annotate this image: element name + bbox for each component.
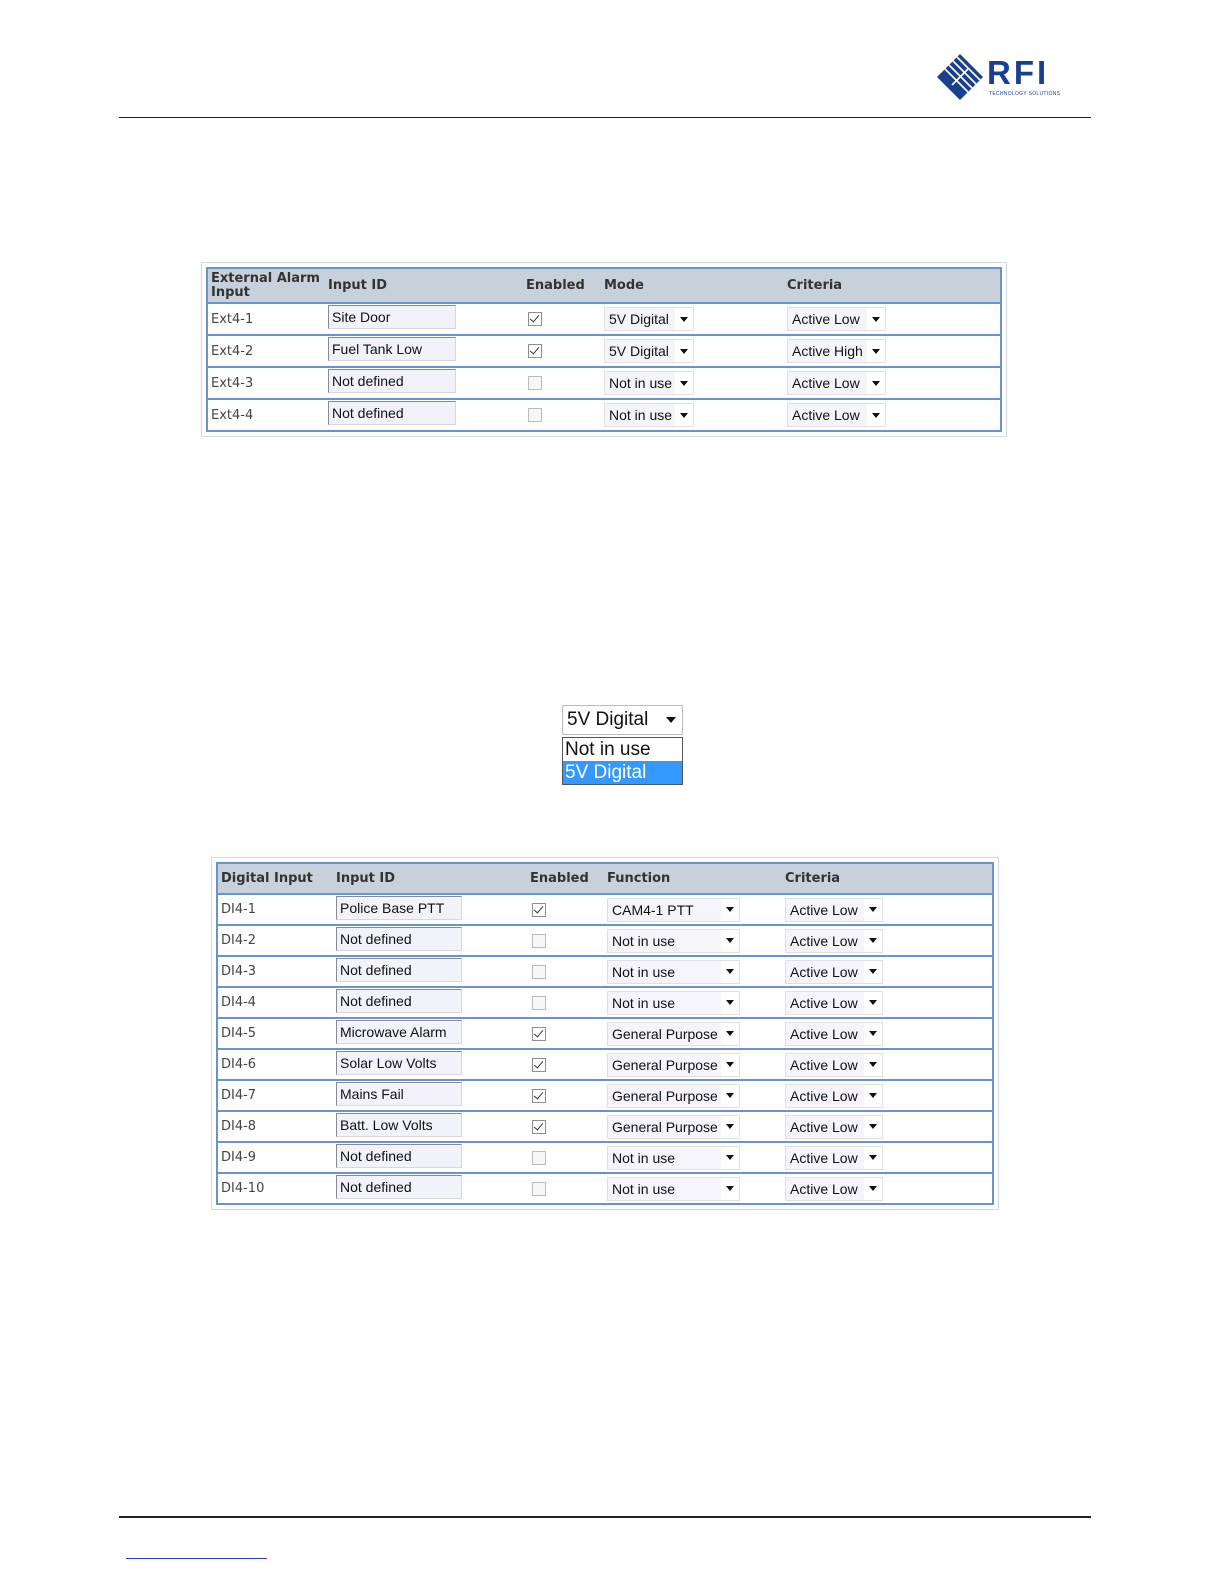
enabled-checkbox[interactable] [532,1027,546,1041]
table-row [217,956,993,987]
external-alarm-panel [201,262,1007,437]
logo-tagline: TECHNOLOGY SOLUTIONS [989,91,1061,97]
function-cell [604,1142,782,1173]
input-id-cell [333,1080,527,1111]
chevron-down-icon[interactable] [864,1085,882,1107]
table-row [217,925,993,956]
criteria-value: Active Low [790,1180,858,1197]
mode-select[interactable] [604,307,694,331]
chevron-down-icon[interactable] [721,1054,739,1076]
mode-select[interactable] [604,403,694,427]
chevron-down-icon[interactable] [721,1085,739,1107]
function-select[interactable] [607,1146,740,1170]
enabled-cell [523,335,601,367]
function-select[interactable] [607,991,740,1015]
enabled-checkbox[interactable] [532,996,546,1010]
criteria-cell [784,303,1001,335]
enabled-checkbox[interactable] [528,376,542,390]
chevron-down-icon[interactable] [864,1023,882,1045]
criteria-cell [784,335,1001,367]
table-row [217,894,993,925]
criteria-cell [782,1018,993,1049]
external-alarm-table [206,267,1002,432]
function-cell [604,925,782,956]
input-id-field[interactable]: Not defined [328,369,456,393]
mode-value: Not in use [609,375,673,391]
input-name: DI4-2 [217,925,333,956]
criteria-cell [784,399,1001,431]
function-select[interactable] [607,1115,740,1139]
col-header: Function [604,863,782,894]
col-header: Input ID [325,268,523,303]
table-row [217,1018,993,1049]
enabled-cell [527,1049,604,1080]
input-id-field[interactable]: Mains Fail [336,1082,462,1106]
chevron-down-icon[interactable] [721,1023,739,1045]
enabled-cell [527,1080,604,1111]
function-select[interactable] [607,960,740,984]
chevron-down-icon[interactable] [864,961,882,983]
chevron-down-icon[interactable] [675,372,693,394]
chevron-down-icon[interactable] [721,1178,739,1200]
digital-input-table [216,862,994,1205]
input-id-cell [333,1173,527,1204]
criteria-cell [782,987,993,1018]
criteria-select[interactable] [787,403,886,427]
function-cell [604,1049,782,1080]
table-row [217,1142,993,1173]
criteria-select[interactable] [785,898,883,922]
col-header: Criteria [784,268,1001,303]
input-id-cell [325,399,523,431]
enabled-cell [527,1018,604,1049]
table-row [207,399,1001,431]
criteria-select[interactable] [785,960,883,984]
criteria-value: Active Low [790,1056,858,1073]
chevron-down-icon[interactable] [864,1054,882,1076]
mode-cell [601,335,784,367]
criteria-value: Active High [792,343,863,359]
rfi-logo [935,52,1065,104]
function-cell [604,987,782,1018]
chevron-down-icon[interactable] [864,992,882,1014]
col-header: Input ID [333,863,527,894]
chevron-down-icon[interactable] [864,1116,882,1138]
criteria-value: Active Low [790,1149,858,1166]
mode-cell [601,303,784,335]
mode-value: 5V Digital [609,343,669,359]
dropdown-option-not-in-use[interactable]: Not in use [565,739,651,760]
chevron-down-icon[interactable] [721,1147,739,1169]
enabled-checkbox[interactable] [532,1058,546,1072]
chevron-down-icon[interactable] [675,404,693,426]
criteria-cell [782,925,993,956]
enabled-checkbox[interactable] [532,1182,546,1196]
input-id-cell [325,367,523,399]
function-value: General Purpose [612,1087,718,1104]
mode-value: 5V Digital [609,311,669,327]
enabled-checkbox[interactable] [532,1089,546,1103]
col-header: External Alarm Input [207,268,325,303]
chevron-down-icon[interactable] [721,961,739,983]
table-row [207,335,1001,367]
input-name: DI4-7 [217,1080,333,1111]
input-id-cell [333,894,527,925]
criteria-select[interactable] [787,339,886,363]
criteria-cell [782,1142,993,1173]
enabled-checkbox[interactable] [528,408,542,422]
table-header-row [207,268,1001,303]
criteria-value: Active Low [790,1118,858,1135]
input-name: Ext4-4 [207,399,325,431]
criteria-cell [782,1080,993,1111]
chevron-down-icon[interactable] [864,899,882,921]
input-name: DI4-10 [217,1173,333,1204]
enabled-checkbox[interactable] [528,344,542,358]
mode-dropdown-list [562,737,683,785]
table-header-row [217,863,993,894]
chevron-down-icon[interactable] [660,717,682,723]
mode-cell [601,399,784,431]
function-cell [604,1080,782,1111]
input-id-field[interactable]: Police Base PTT [336,896,462,920]
input-id-field[interactable]: Not defined [336,958,462,982]
chevron-down-icon[interactable] [867,404,885,426]
chevron-down-icon[interactable] [721,899,739,921]
criteria-cell [784,367,1001,399]
function-value: Not in use [612,1180,676,1197]
criteria-cell [782,1173,993,1204]
enabled-cell [523,399,601,431]
function-select[interactable] [607,1053,740,1077]
col-header: Enabled [523,268,601,303]
input-id-field[interactable]: Site Door [328,305,456,329]
enabled-cell [527,894,604,925]
table-row [217,1111,993,1142]
enabled-checkbox[interactable] [532,1151,546,1165]
criteria-select[interactable] [785,991,883,1015]
criteria-select[interactable] [785,1115,883,1139]
function-value: Not in use [612,932,676,949]
criteria-cell [782,1049,993,1080]
input-id-field[interactable]: Not defined [328,401,456,425]
criteria-value: Active Low [790,1087,858,1104]
input-id-cell [333,956,527,987]
enabled-cell [527,925,604,956]
input-id-cell [333,1018,527,1049]
criteria-cell [782,894,993,925]
enabled-cell [527,956,604,987]
input-id-field[interactable]: Not defined [336,1144,462,1168]
function-value: CAM4-1 PTT [612,901,694,918]
function-value: General Purpose [612,1056,718,1073]
function-cell [604,956,782,987]
criteria-select[interactable] [785,1084,883,1108]
input-id-cell [333,1142,527,1173]
table-row [217,987,993,1018]
criteria-select[interactable] [787,307,886,331]
input-id-cell [325,335,523,367]
mode-cell [601,367,784,399]
mode-dropdown-selected[interactable] [562,705,683,735]
mode-dropdown-value: 5V Digital [567,709,649,730]
enabled-cell [527,1142,604,1173]
chevron-down-icon[interactable] [675,308,693,330]
input-name: DI4-9 [217,1142,333,1173]
col-header: Enabled [527,863,604,894]
input-name: DI4-6 [217,1049,333,1080]
rfi-globe-icon [935,52,985,102]
criteria-select[interactable] [785,1053,883,1077]
table-row [217,1173,993,1204]
chevron-down-icon[interactable] [721,1116,739,1138]
chevron-down-icon[interactable] [867,308,885,330]
input-id-field[interactable]: Not defined [336,1175,462,1199]
input-id-cell [333,987,527,1018]
criteria-select[interactable] [785,1177,883,1201]
table-row [207,303,1001,335]
col-header: Criteria [782,863,993,894]
criteria-value: Active Low [792,375,860,391]
criteria-select[interactable] [785,1022,883,1046]
table-row [217,1049,993,1080]
dropdown-option-5v-digital[interactable]: 5V Digital [563,761,682,784]
input-name: DI4-4 [217,987,333,1018]
chevron-down-icon[interactable] [721,992,739,1014]
mode-value: Not in use [609,407,673,423]
input-name: DI4-1 [217,894,333,925]
criteria-value: Active Low [790,994,858,1011]
input-name: Ext4-1 [207,303,325,335]
input-name: DI4-3 [217,956,333,987]
function-value: General Purpose [612,1118,718,1135]
mode-select[interactable] [604,371,694,395]
input-id-field[interactable]: Solar Low Volts [336,1051,462,1075]
function-select[interactable] [607,1177,740,1201]
input-id-field[interactable]: Microwave Alarm [336,1020,462,1044]
function-cell [604,1173,782,1204]
input-id-cell [333,925,527,956]
criteria-value: Active Low [790,1025,858,1042]
chevron-down-icon[interactable] [864,1147,882,1169]
function-select[interactable] [607,898,740,922]
input-name: Ext4-3 [207,367,325,399]
criteria-select[interactable] [787,371,886,395]
input-id-field[interactable]: Not defined [336,989,462,1013]
chevron-down-icon[interactable] [721,930,739,952]
criteria-select[interactable] [785,1146,883,1170]
digital-input-panel [211,857,999,1210]
table-row [217,1080,993,1111]
criteria-cell [782,956,993,987]
function-cell [604,1018,782,1049]
criteria-select[interactable] [785,929,883,953]
input-id-field[interactable]: Batt. Low Volts [336,1113,462,1137]
enabled-cell [523,367,601,399]
criteria-value: Active Low [790,932,858,949]
enabled-checkbox[interactable] [528,312,542,326]
enabled-checkbox[interactable] [532,934,546,948]
header-rule [119,117,1091,118]
function-value: Not in use [612,1149,676,1166]
input-name: DI4-5 [217,1018,333,1049]
chevron-down-icon[interactable] [864,1178,882,1200]
input-id-field[interactable]: Not defined [336,927,462,951]
function-cell [604,1111,782,1142]
enabled-checkbox[interactable] [532,903,546,917]
criteria-cell [782,1111,993,1142]
chevron-down-icon[interactable] [867,372,885,394]
mode-dropdown[interactable] [562,705,683,785]
col-header: Digital Input [217,863,333,894]
criteria-value: Active Low [790,901,858,918]
enabled-cell [523,303,601,335]
footer-link-underline[interactable] [126,1558,267,1559]
enabled-cell [527,1173,604,1204]
input-id-cell [325,303,523,335]
function-select[interactable] [607,1022,740,1046]
function-value: General Purpose [612,1025,718,1042]
mode-select[interactable] [604,339,694,363]
enabled-checkbox[interactable] [532,1120,546,1134]
chevron-down-icon[interactable] [867,340,885,362]
input-id-field[interactable]: Fuel Tank Low [328,337,456,361]
col-header: Mode [601,268,784,303]
input-name: DI4-8 [217,1111,333,1142]
enabled-cell [527,1111,604,1142]
chevron-down-icon[interactable] [864,930,882,952]
criteria-value: Active Low [792,311,860,327]
criteria-value: Active Low [792,407,860,423]
table-row [207,367,1001,399]
footer-rule [119,1516,1091,1518]
input-id-cell [333,1111,527,1142]
function-value: Not in use [612,963,676,980]
enabled-cell [527,987,604,1018]
function-select[interactable] [607,929,740,953]
enabled-checkbox[interactable] [532,965,546,979]
input-name: Ext4-2 [207,335,325,367]
input-id-cell [333,1049,527,1080]
function-value: Not in use [612,994,676,1011]
logo-wordmark: RFI [987,54,1050,91]
function-select[interactable] [607,1084,740,1108]
function-cell [604,894,782,925]
chevron-down-icon[interactable] [675,340,693,362]
criteria-value: Active Low [790,963,858,980]
